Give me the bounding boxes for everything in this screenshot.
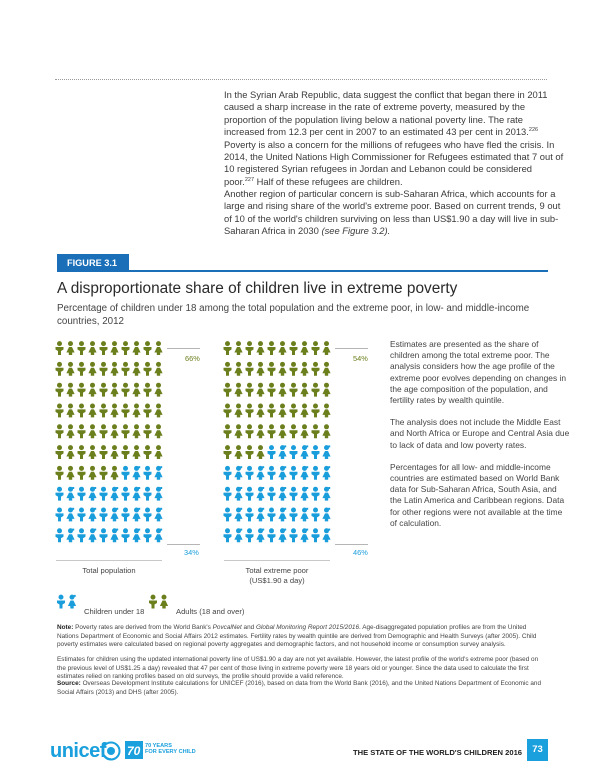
footnote-ref-227: 227 [244, 176, 255, 183]
child-figure-icon [224, 487, 232, 501]
adult-figure-icon [234, 445, 242, 459]
adult-figure-icon [256, 341, 264, 355]
adult-figure-icon [154, 341, 162, 355]
adult-figure-icon [224, 383, 232, 397]
adult-pct-label-poor: 54% [353, 354, 368, 363]
child-figure-icon [100, 528, 108, 542]
adult-figure-icon [300, 362, 308, 376]
adult-figure-icon [132, 404, 140, 418]
child-figure-icon [256, 487, 264, 501]
category-label-extreme-poor [224, 566, 330, 586]
adult-figure-icon [88, 424, 96, 438]
seventy-years-emblem-icon [125, 741, 143, 759]
child-figure-icon [268, 508, 276, 522]
adult-figure-icon [160, 595, 168, 609]
child-figure-icon [256, 508, 264, 522]
adult-figure-icon [66, 466, 74, 480]
child-figure-icon [66, 528, 74, 542]
p1-text-c: Half of these refugees are children. [254, 175, 403, 187]
grid-baseline-poor [224, 560, 330, 561]
top-dotted-rule [55, 79, 547, 80]
child-figure-icon [144, 528, 152, 542]
p1-text-b: Poverty is also a concern for the millions of refugees who have fled the crisis. In 2014, the United Nations High Commissioner for Refugees estimated that 7 out of 10 registered Syrian refugees in Jordan and Lebanon could be considered poor. [224, 138, 564, 187]
child-figure-icon [88, 487, 96, 501]
adult-figure-icon [322, 341, 330, 355]
adult-figure-icon [88, 466, 96, 480]
figure-title: A disproportionate share of children live in extreme poverty [57, 280, 458, 297]
adult-figure-icon [110, 445, 118, 459]
child-figure-icon [256, 466, 264, 480]
child-figure-icon [110, 528, 118, 542]
child-figure-icon [268, 466, 276, 480]
child-figure-icon [268, 445, 276, 459]
child-figures-icon [56, 591, 78, 618]
child-figure-icon [66, 487, 74, 501]
adult-figure-icon [100, 445, 108, 459]
child-figure-icon [234, 508, 242, 522]
figure-subtitle: Percentage of children under 18 among the total population and the extreme poor, in low- and middle-income countries, 2012 [57, 303, 530, 327]
adult-figure-icon [78, 404, 86, 418]
adult-figure-icon [154, 424, 162, 438]
adult-figure-icon [122, 383, 130, 397]
child-figure-icon [234, 528, 242, 542]
adult-figure-icon [268, 341, 276, 355]
note-text: and [241, 624, 256, 631]
child-figure-icon [122, 487, 130, 501]
adult-figure-icon [110, 466, 118, 480]
pictogram-grid-extreme-poor [223, 341, 333, 549]
adult-figure-icon [122, 404, 130, 418]
category-label-total-population [56, 566, 162, 576]
adult-figure-icon [256, 404, 264, 418]
note-label: Note: [57, 624, 74, 631]
child-figure-icon [322, 508, 330, 522]
adult-figure-icon [100, 404, 108, 418]
child-figure-icon [290, 445, 298, 459]
adult-figure-icon [88, 341, 96, 355]
child-figure-icon [246, 508, 254, 522]
adult-figure-icon [312, 404, 320, 418]
adult-figure-icon [256, 445, 264, 459]
child-figure-icon [290, 466, 298, 480]
child-figure-icon [68, 595, 76, 609]
adult-figure-icon [312, 362, 320, 376]
adult-figure-icon [278, 424, 286, 438]
adult-figure-icon [56, 424, 64, 438]
child-figure-icon [78, 487, 86, 501]
adult-figure-icon [300, 404, 308, 418]
child-figure-icon [56, 508, 64, 522]
adult-figure-icon [66, 424, 74, 438]
child-figure-icon [322, 445, 330, 459]
adult-figure-icon [246, 362, 254, 376]
note-text: Poverty rates are derived from the World Bank's [73, 624, 213, 631]
legend-item-adults [148, 591, 244, 618]
svg-text:70: 70 [127, 744, 141, 758]
adult-figure-icon [322, 362, 330, 376]
figure-note [57, 624, 547, 650]
child-figure-icon [278, 508, 286, 522]
adult-figure-icon [100, 341, 108, 355]
child-figure-icon [312, 487, 320, 501]
body-paragraph-syria [224, 89, 564, 188]
adult-figure-icon [224, 424, 232, 438]
child-figure-icon [56, 487, 64, 501]
adult-figure-icon [66, 341, 74, 355]
adult-figure-icon [144, 362, 152, 376]
adult-figure-icon [78, 362, 86, 376]
adult-figure-icon [234, 404, 242, 418]
adult-figure-icon [312, 424, 320, 438]
adult-figure-icon [278, 341, 286, 355]
child-figure-icon [132, 528, 140, 542]
child-figure-icon [278, 445, 286, 459]
adult-figure-icon [246, 341, 254, 355]
body-paragraph-africa [224, 188, 564, 238]
adult-figure-icon [100, 362, 108, 376]
child-figure-icon [132, 508, 140, 522]
child-figure-icon [300, 466, 308, 480]
child-figure-icon [278, 487, 286, 501]
child-figure-icon [154, 466, 162, 480]
note-italic-povcalnet: PovcalNet [212, 624, 242, 631]
p2-text: Another region of particular concern is sub-Saharan Africa, which accounts for a large and rising share of the world's extreme poor. Based on current trends, 9 out of 10 of the world's children surviving on less than US$1.90 a day will live in sub-Saharan Africa in 2030 [224, 188, 561, 237]
adult-figure-icon [322, 424, 330, 438]
child-figure-icon [56, 528, 64, 542]
child-figure-icon [88, 528, 96, 542]
source-text: Overseas Development Institute calculations for UNICEF (2016), based on data from the World Bank (2016), and the United Nations Department of Economic and Social Affairs (2013) and DHS (after 2005). [57, 680, 542, 696]
adult-figure-icon [56, 404, 64, 418]
adult-figure-icon [122, 445, 130, 459]
child-figure-icon [246, 487, 254, 501]
adult-figure-icon [224, 404, 232, 418]
child-figure-icon [322, 487, 330, 501]
adult-figure-icon [144, 424, 152, 438]
page-number: 73 [527, 739, 548, 761]
adult-figure-icon [322, 383, 330, 397]
anniversary-tagline [145, 743, 196, 755]
adult-figure-icon [56, 341, 64, 355]
child-figure-icon [234, 487, 242, 501]
adult-figure-icon [122, 362, 130, 376]
adult-figure-icon [88, 445, 96, 459]
child-figure-icon [278, 466, 286, 480]
adult-figure-icon [256, 383, 264, 397]
adult-figure-icon [110, 424, 118, 438]
category-label-line2: (US$1.90 a day) [249, 576, 305, 585]
child-figure-icon [300, 487, 308, 501]
adult-figure-icon [300, 424, 308, 438]
child-figure-icon [268, 528, 276, 542]
adult-pct-leader-line [167, 348, 200, 349]
adult-figure-icon [256, 362, 264, 376]
adult-figure-icon [78, 383, 86, 397]
child-pct-label-poor: 46% [353, 548, 368, 557]
adult-figure-icon [268, 383, 276, 397]
adult-figure-icon [224, 362, 232, 376]
adult-figure-icon [100, 424, 108, 438]
adult-figure-icon [234, 383, 242, 397]
child-pct-leader-line [335, 544, 368, 545]
adult-figure-icon [110, 404, 118, 418]
adult-figure-icon [132, 424, 140, 438]
adult-figure-icon [268, 424, 276, 438]
child-figure-icon [234, 466, 242, 480]
note-italic-gmr: Global Monitoring Report 2015/2016 [255, 624, 360, 631]
child-figure-icon [154, 508, 162, 522]
child-figure-icon [312, 508, 320, 522]
grid-baseline-total [56, 560, 162, 561]
child-figure-icon [57, 595, 65, 609]
adult-figure-icon [312, 383, 320, 397]
child-figure-icon [110, 487, 118, 501]
adult-figure-icon [256, 424, 264, 438]
adult-figure-icon [224, 445, 232, 459]
adult-figure-icon [290, 383, 298, 397]
adult-pct-label-total: 66% [185, 354, 200, 363]
p1-text-a: In the Syrian Arab Republic, data suggest the conflict that began there in 2011 caused a sharp increase in the rate of extreme poverty, measured by the proportion of the population living below a national poverty line. The rate increased from 12.3 per cent in 2007 to an estimated 43 per cent in 2013. [224, 89, 548, 138]
child-figure-icon [122, 466, 130, 480]
adult-figure-icon [234, 362, 242, 376]
note-text: . Age-disaggregated population profiles are from the United Nations Department of Economic and Social Affairs 2012 estimates. Fertility rates by wealth quintile are derived from Demographic and Health Surveys (after 2005). Child poverty estimates were calculated based on regional poverty aggregates and demographic factors, and not household income or consumption survey analysis. [57, 624, 537, 649]
adult-figures-icon [148, 591, 170, 618]
adult-figure-icon [246, 445, 254, 459]
legend-label-adults: Adults (18 and over) [176, 607, 245, 616]
adult-figure-icon [110, 362, 118, 376]
child-figure-icon [312, 445, 320, 459]
adult-figure-icon [78, 341, 86, 355]
child-figure-icon [132, 466, 140, 480]
category-label-line1: Total extreme poor [245, 566, 309, 575]
anniversary-line2: FOR EVERY CHILD [145, 749, 196, 756]
adult-figure-icon [144, 383, 152, 397]
child-figure-icon [122, 528, 130, 542]
adult-figure-icon [56, 362, 64, 376]
figure-tab: FIGURE 3.1 [57, 254, 129, 272]
figure-cross-reference: (see Figure 3.2). [321, 225, 391, 237]
adult-figure-icon [246, 424, 254, 438]
side-note-estimates: Estimates are presented as the share of children among the total extreme poor. The analysis considers how the age profile of the extreme poor evolves depending on changes in the age composition of the population, and fertility rates by wealth quintile. [390, 339, 566, 406]
adult-figure-icon [224, 341, 232, 355]
adult-figure-icon [100, 383, 108, 397]
adult-figure-icon [268, 404, 276, 418]
child-figure-icon [312, 466, 320, 480]
adult-figure-icon [154, 362, 162, 376]
child-figure-icon [322, 528, 330, 542]
adult-figure-icon [144, 341, 152, 355]
adult-figure-icon [56, 445, 64, 459]
child-figure-icon [154, 487, 162, 501]
adult-figure-icon [149, 595, 157, 609]
child-figure-icon [246, 466, 254, 480]
child-figure-icon [66, 508, 74, 522]
footnote-ref-226: 226 [528, 127, 539, 134]
adult-figure-icon [88, 362, 96, 376]
child-figure-icon [246, 528, 254, 542]
side-note-exclusions: The analysis does not include the Middle East and North Africa or Europe and Central Asia due to lack of data and low poverty rates. [390, 417, 570, 450]
adult-figure-icon [278, 383, 286, 397]
child-figure-icon [256, 528, 264, 542]
adult-figure-icon [144, 445, 152, 459]
child-figure-icon [78, 508, 86, 522]
legend-label-children: Children under 18 [84, 607, 145, 616]
child-figure-icon [154, 528, 162, 542]
adult-figure-icon [290, 362, 298, 376]
child-figure-icon [224, 466, 232, 480]
legend-figures [56, 591, 78, 613]
adult-figure-icon [290, 424, 298, 438]
child-figure-icon [144, 466, 152, 480]
child-figure-icon [290, 487, 298, 501]
child-figure-icon [300, 445, 308, 459]
child-figure-icon [144, 508, 152, 522]
adult-figure-icon [246, 404, 254, 418]
legend-item-children [56, 591, 144, 618]
adult-figure-icon [132, 383, 140, 397]
child-figure-icon [300, 508, 308, 522]
adult-figure-icon [144, 404, 152, 418]
child-figure-icon [224, 528, 232, 542]
adult-figure-icon [154, 404, 162, 418]
adult-figure-icon [66, 404, 74, 418]
figure-rule [57, 270, 548, 272]
side-note-percentages: Percentages for all low- and middle-income countries are estimated based on World Bank data for Sub-Saharan Africa, South Asia, and the Latin America and Caribbean regions. Data for other regions were not available at the time of calculation. [390, 461, 565, 528]
child-figure-icon [100, 487, 108, 501]
unicef-logo: unicef [50, 740, 106, 762]
adult-figure-icon [278, 404, 286, 418]
figure-side-notes [390, 339, 570, 540]
adult-figure-icon [268, 362, 276, 376]
figure-estimates-note: Estimates for children using the updated international poverty line of US$1.90 a day are not yet available. However, the latest profile of the world's extreme poor (based on the previous level of US$1.25 a day) revealed that 47 per cent of those living in extreme poverty were 18 years old or younger. Since the data used to calculate the first estimates relied on ranking profiles based on old surveys, the profile should provide a valid reference. [57, 656, 539, 681]
adult-figure-icon [246, 383, 254, 397]
child-figure-icon [78, 528, 86, 542]
adult-figure-icon [290, 404, 298, 418]
adult-figure-icon [154, 383, 162, 397]
adult-figure-icon [66, 362, 74, 376]
adult-figure-icon [234, 341, 242, 355]
publication-title: THE STATE OF THE WORLD'S CHILDREN 2016 [353, 748, 523, 757]
unicef-globe-icon [101, 741, 121, 761]
adult-figure-icon [132, 445, 140, 459]
child-figure-icon [224, 508, 232, 522]
adult-figure-icon [278, 362, 286, 376]
adult-figure-icon [56, 383, 64, 397]
figure-source [57, 680, 547, 697]
adult-figure-icon [122, 424, 130, 438]
anniversary-line1: 70 YEARS [145, 743, 172, 749]
adult-figure-icon [132, 362, 140, 376]
adult-figure-icon [56, 466, 64, 480]
legend-figures [148, 591, 170, 613]
child-figure-icon [144, 487, 152, 501]
pictogram-svg [223, 341, 333, 549]
adult-figure-icon [300, 341, 308, 355]
pictogram-grid-total-population [55, 341, 165, 549]
child-figure-icon [100, 508, 108, 522]
adult-figure-icon [88, 404, 96, 418]
adult-figure-icon [290, 341, 298, 355]
adult-figure-icon [88, 383, 96, 397]
adult-figure-icon [110, 341, 118, 355]
child-pct-label-total: 34% [184, 548, 199, 557]
child-pct-leader-line [167, 544, 200, 545]
child-figure-icon [322, 466, 330, 480]
source-label: Source: [57, 680, 81, 687]
child-figure-icon [122, 508, 130, 522]
adult-figure-icon [312, 341, 320, 355]
adult-figure-icon [66, 445, 74, 459]
pictogram-svg [55, 341, 165, 549]
adult-figure-icon [300, 383, 308, 397]
child-figure-icon [312, 528, 320, 542]
adult-figure-icon [100, 466, 108, 480]
adult-figure-icon [78, 445, 86, 459]
child-figure-icon [268, 487, 276, 501]
child-figure-icon [110, 508, 118, 522]
adult-figure-icon [154, 445, 162, 459]
adult-figure-icon [78, 466, 86, 480]
child-figure-icon [88, 508, 96, 522]
adult-figure-icon [122, 341, 130, 355]
adult-figure-icon [322, 404, 330, 418]
adult-pct-leader-line [335, 348, 368, 349]
child-figure-icon [300, 528, 308, 542]
adult-figure-icon [234, 424, 242, 438]
child-figure-icon [290, 528, 298, 542]
adult-figure-icon [110, 383, 118, 397]
child-figure-icon [132, 487, 140, 501]
child-figure-icon [290, 508, 298, 522]
child-figure-icon [278, 528, 286, 542]
adult-figure-icon [66, 383, 74, 397]
category-label-line1: Total population [82, 566, 136, 575]
adult-figure-icon [132, 341, 140, 355]
adult-figure-icon [78, 424, 86, 438]
